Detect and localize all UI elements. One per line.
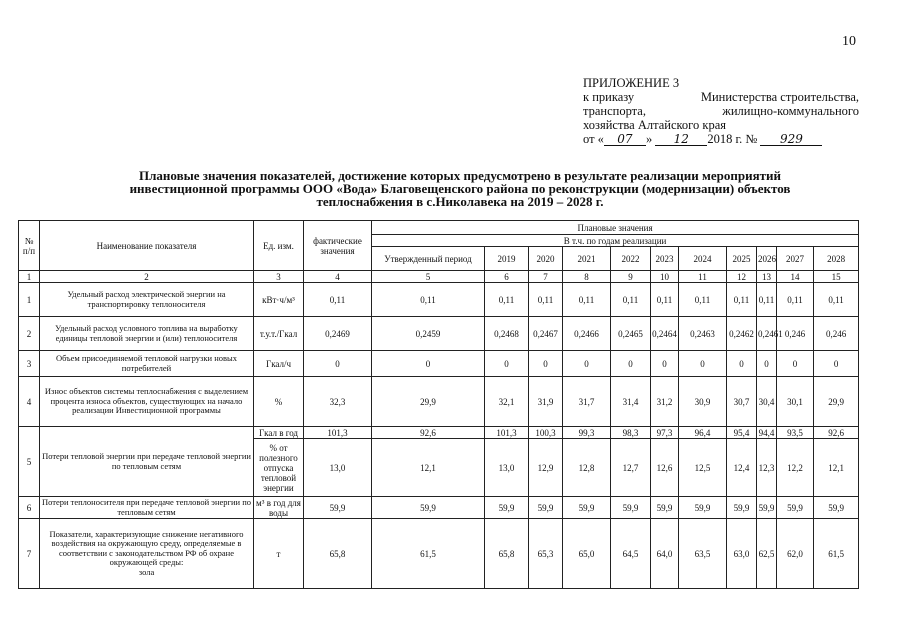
value-cell: 59,9 [727, 497, 757, 519]
header-row-1 [19, 221, 859, 235]
appendix-line2-left: транспорта, [583, 104, 646, 118]
title-line-1: Плановые значения показателей, достижение которых предусмотрено в результате реализации мероприятий [139, 168, 781, 183]
column-number: 1 [19, 271, 40, 283]
header-year: 2019 [485, 247, 529, 271]
table-row [19, 377, 859, 427]
value-cell: 59,9 [679, 497, 727, 519]
date-day: 07 [604, 133, 646, 146]
indicators-table [18, 220, 859, 589]
value-cell: 0,11 [651, 283, 679, 317]
column-number: 3 [254, 271, 304, 283]
value-cell: 29,9 [814, 377, 859, 427]
unit-cell: Гкал в год [254, 427, 304, 439]
column-number: 10 [651, 271, 679, 283]
header-name: Наименование показателя [40, 221, 254, 271]
column-number: 12 [727, 271, 757, 283]
value-cell: 59,9 [304, 497, 372, 519]
indicator-name: Потери тепловой энергии при передаче тепловой энергии по тепловым сетям [40, 427, 254, 497]
value-cell: 100,3 [529, 427, 563, 439]
unit-cell: м³ в год для воды [254, 497, 304, 519]
appendix-line1-right: Министерства строительства, [700, 90, 859, 104]
table-row [19, 519, 859, 589]
column-number-row [19, 271, 859, 283]
column-number: 15 [814, 271, 859, 283]
indicator-name-text: Удельный расход условного топлива на выработку единицы тепловой энергии и (или) теплоносителя [55, 323, 238, 343]
header-year: 2028 [814, 247, 859, 271]
value-cell: 93,5 [777, 427, 814, 439]
appendix-line1-left: к приказу [583, 90, 635, 104]
header-year: 2026 [757, 247, 777, 271]
value-cell: 0,246 [777, 317, 814, 351]
value-cell: 101,3 [485, 427, 529, 439]
unit-cell: т [254, 519, 304, 589]
value-cell: 29,9 [372, 377, 485, 427]
value-cell: 62,5 [757, 519, 777, 589]
unit-cell: % от полезного отпуска тепловой энергии [254, 439, 304, 497]
value-cell: 0 [777, 351, 814, 377]
value-cell: 12,6 [651, 439, 679, 497]
indicator-name-text: Износ объектов системы теплоснабжения с выделением процента износа объектов, существующих на начало реализации Инвестиционной программы [44, 386, 249, 416]
indicator-name-text: Потери теплоносителя при передаче тепловой энергии по тепловым сетям [41, 497, 252, 517]
indicator-name [40, 497, 254, 519]
value-cell: 12,4 [727, 439, 757, 497]
row-number: 6 [19, 497, 40, 519]
value-cell: 96,4 [679, 427, 727, 439]
value-cell: 0 [304, 351, 372, 377]
value-cell: 59,9 [563, 497, 611, 519]
unit-cell: кВт·ч/м³ [254, 283, 304, 317]
indicator-name [40, 283, 254, 317]
table-row [19, 351, 859, 377]
value-cell: 0 [727, 351, 757, 377]
value-cell: 64,5 [611, 519, 651, 589]
column-number: 11 [679, 271, 727, 283]
indicator-name [40, 377, 254, 427]
value-cell: 65,3 [529, 519, 563, 589]
value-cell: 12,9 [529, 439, 563, 497]
value-cell: 95,4 [727, 427, 757, 439]
title-line-3: теплоснабжения в с.Николавека на 2019 – 2028 г. [316, 194, 604, 209]
value-cell: 32,3 [304, 377, 372, 427]
value-cell: 0 [651, 351, 679, 377]
unit-cell: Гкал/ч [254, 351, 304, 377]
value-cell: 31,4 [611, 377, 651, 427]
value-cell: 0,2469 [304, 317, 372, 351]
indicator-name-sub: зола [138, 566, 155, 577]
column-number: 5 [372, 271, 485, 283]
appendix-line2-right: жилищно-коммунального [722, 104, 859, 118]
column-number: 7 [529, 271, 563, 283]
value-cell: 30,4 [757, 377, 777, 427]
value-cell: 98,3 [611, 427, 651, 439]
value-cell: 0 [814, 351, 859, 377]
value-cell: 0,2467 [529, 317, 563, 351]
value-cell: 12,3 [757, 439, 777, 497]
value-cell: 0,11 [563, 283, 611, 317]
value-cell: 65,8 [485, 519, 529, 589]
value-cell: 30,1 [777, 377, 814, 427]
value-cell: 0,11 [679, 283, 727, 317]
column-number: 2 [40, 271, 254, 283]
row-number: 3 [19, 351, 40, 377]
value-cell: 0,11 [304, 283, 372, 317]
value-cell: 59,9 [372, 497, 485, 519]
value-cell: 12,7 [611, 439, 651, 497]
unit-cell: т.у.т./Гкал [254, 317, 304, 351]
indicator-name-text: Объем присоединяемой тепловой нагрузки новых потребителей [55, 353, 237, 373]
value-cell: 62,0 [777, 519, 814, 589]
value-cell: 0,11 [757, 283, 777, 317]
row-number: 1 [19, 283, 40, 317]
header-year: 2025 [727, 247, 757, 271]
value-cell: 0,246 [814, 317, 859, 351]
document-title [60, 169, 860, 208]
value-cell: 92,6 [814, 427, 859, 439]
value-cell: 0,2459 [372, 317, 485, 351]
value-cell: 61,5 [814, 519, 859, 589]
value-cell: 0,11 [611, 283, 651, 317]
row-number: 2 [19, 317, 40, 351]
page-number: 10 [842, 34, 856, 49]
value-cell: 0 [372, 351, 485, 377]
value-cell: 0,2461 [757, 317, 777, 351]
value-cell: 12,2 [777, 439, 814, 497]
date-mid: » [645, 132, 653, 146]
header-actual: фактические значения [304, 221, 372, 271]
table-row [19, 427, 859, 439]
value-cell: 59,9 [814, 497, 859, 519]
header-unit: Ед. изм. [254, 221, 304, 271]
header-year: 2021 [563, 247, 611, 271]
value-cell: 13,0 [304, 439, 372, 497]
value-cell: 31,2 [651, 377, 679, 427]
value-cell: 94,4 [757, 427, 777, 439]
header-planned: Плановые значения [372, 221, 859, 235]
value-cell: 0,11 [777, 283, 814, 317]
column-number: 4 [304, 271, 372, 283]
value-cell: 0,11 [485, 283, 529, 317]
indicator-name-text: Показатели, характеризующие снижение негативного воздействия на окружающую среду, определяемые в соответствии с законодательством РФ об охране окружающей среды: [49, 528, 244, 568]
value-cell: 0 [679, 351, 727, 377]
value-cell: 0 [757, 351, 777, 377]
value-cell: 64,0 [651, 519, 679, 589]
value-cell: 0 [529, 351, 563, 377]
value-cell: 0 [611, 351, 651, 377]
date-prefix: от « [583, 132, 604, 146]
column-number: 9 [611, 271, 651, 283]
value-cell: 59,9 [757, 497, 777, 519]
appendix-line3: хозяйства Алтайского края [583, 118, 726, 132]
value-cell: 0,2462 [727, 317, 757, 351]
value-cell: 31,7 [563, 377, 611, 427]
column-number: 6 [485, 271, 529, 283]
value-cell: 0,2464 [651, 317, 679, 351]
value-cell: 0,2468 [485, 317, 529, 351]
value-cell: 31,9 [529, 377, 563, 427]
value-cell: 101,3 [304, 427, 372, 439]
value-cell: 61,5 [372, 519, 485, 589]
date-number: 929 [760, 133, 822, 146]
date-year: 2018 г. № [707, 132, 758, 146]
row-number: 7 [19, 519, 40, 589]
table-row [19, 497, 859, 519]
value-cell: 0,2463 [679, 317, 727, 351]
appendix-title: ПРИЛОЖЕНИЕ 3 [583, 76, 680, 90]
value-cell: 30,7 [727, 377, 757, 427]
value-cell: 92,6 [372, 427, 485, 439]
indicator-name [40, 519, 254, 589]
value-cell: 63,5 [679, 519, 727, 589]
value-cell: 59,9 [611, 497, 651, 519]
value-cell: 0,2465 [611, 317, 651, 351]
column-number: 13 [757, 271, 777, 283]
value-cell: 12,1 [814, 439, 859, 497]
header-num: № п/п [19, 221, 40, 271]
header-approved: Утвержденный период [372, 247, 485, 271]
table-row [19, 283, 859, 317]
row-number: 5 [19, 427, 40, 497]
value-cell: 63,0 [727, 519, 757, 589]
table-row [19, 317, 859, 351]
value-cell: 0,11 [727, 283, 757, 317]
value-cell: 99,3 [563, 427, 611, 439]
value-cell: 0,11 [372, 283, 485, 317]
value-cell: 0,2466 [563, 317, 611, 351]
value-cell: 59,9 [485, 497, 529, 519]
header-year: 2023 [651, 247, 679, 271]
value-cell: 59,9 [777, 497, 814, 519]
value-cell: 65,0 [563, 519, 611, 589]
indicator-name [40, 317, 254, 351]
header-year: 2024 [679, 247, 727, 271]
header-by-years: В т.ч. по годам реализации [372, 235, 859, 247]
value-cell: 0,11 [529, 283, 563, 317]
indicator-name-text: Удельный расход электрической энергии на транспортировку теплоносителя [67, 289, 226, 309]
column-number: 8 [563, 271, 611, 283]
value-cell: 12,8 [563, 439, 611, 497]
column-number: 14 [777, 271, 814, 283]
value-cell: 0 [563, 351, 611, 377]
header-year: 2027 [777, 247, 814, 271]
appendix-date-line [583, 132, 859, 146]
value-cell: 32,1 [485, 377, 529, 427]
value-cell: 30,9 [679, 377, 727, 427]
appendix-block [583, 76, 859, 146]
header-year: 2022 [611, 247, 651, 271]
value-cell: 59,9 [529, 497, 563, 519]
unit-cell: % [254, 377, 304, 427]
value-cell: 97,3 [651, 427, 679, 439]
date-month: 12 [655, 133, 707, 146]
header-year: 2020 [529, 247, 563, 271]
value-cell: 12,5 [679, 439, 727, 497]
value-cell: 13,0 [485, 439, 529, 497]
indicator-name [40, 351, 254, 377]
value-cell: 0,11 [814, 283, 859, 317]
value-cell: 0 [485, 351, 529, 377]
value-cell: 59,9 [651, 497, 679, 519]
value-cell: 12,1 [372, 439, 485, 497]
row-number: 4 [19, 377, 40, 427]
title-line-2: инвестиционной программы ООО «Вода» Благовещенского района по реконструкции (модернизации) объектов [129, 181, 791, 196]
value-cell: 65,8 [304, 519, 372, 589]
